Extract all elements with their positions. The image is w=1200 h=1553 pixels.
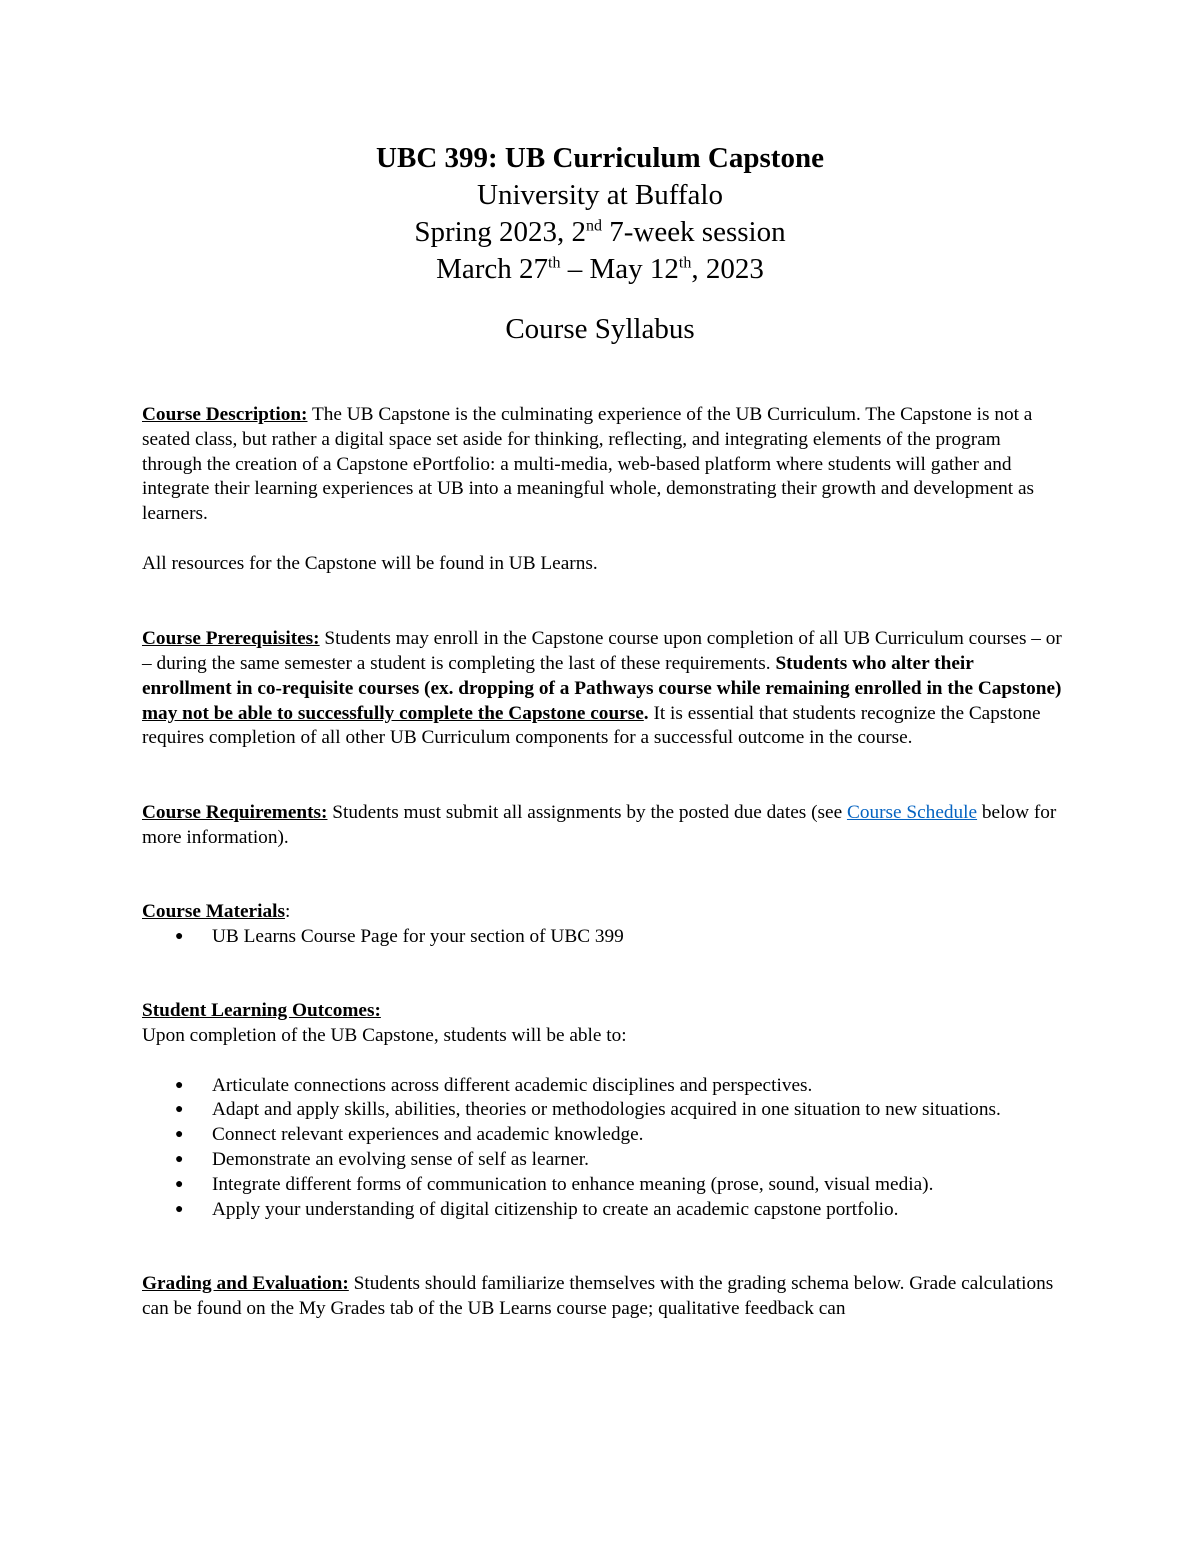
list-item: ● Integrate different forms of communication to enhance meaning (prose, sound, visual media). bbox=[142, 1173, 1062, 1198]
session-line: Spring 2023, 2nd 7-week session bbox=[414, 216, 786, 248]
learning-outcomes-heading bbox=[142, 999, 1062, 1024]
syllabus-header bbox=[0, 140, 1200, 348]
syllabus-body bbox=[142, 403, 1062, 1321]
requirements-label: Course Requirements: bbox=[142, 801, 328, 823]
bullet-icon: ● bbox=[175, 928, 184, 944]
course-materials-heading: Course Materials: bbox=[142, 900, 291, 922]
course-description: Course Description: The UB Capstone is the culminating experience of the UB Curriculum. The Capstone is not a seated class, but rather a digital space set aside for thinking, reflecting, and integrating elements of the program through the creation of a Capstone ePortfolio: a multi-media, web-based platform where students will gather and integrate their learning experiences at UB into a meaningful whole, demonstrating their growth and development as learners. bbox=[142, 404, 1035, 525]
dates-line: March 27th – May 12th, 2023 bbox=[436, 253, 764, 285]
outcomes-intro: Upon completion of the UB Capstone, students will be able to: bbox=[142, 1024, 627, 1046]
outcomes-label: Student Learning Outcomes: bbox=[142, 1000, 381, 1022]
prerequisites-label: Course Prerequisites: bbox=[142, 628, 320, 650]
grading-label: Grading and Evaluation: bbox=[142, 1272, 349, 1294]
document-title: Course Syllabus bbox=[505, 313, 695, 345]
list-item: ● Adapt and apply skills, abilities, theories or methodologies acquired in one situation to new situations. bbox=[142, 1098, 1062, 1123]
bullet-icon: ● bbox=[175, 1102, 184, 1118]
list-item: ● Connect relevant experiences and academic knowledge. bbox=[142, 1123, 1062, 1148]
course-prerequisites: Course Prerequisites: Students may enroll in the Capstone course upon completion of all UB Curriculum courses – or – during the same semester a student is completing the last of these requirements. Students who alter their enrollment in co-requisite courses (ex. dropping of a Pathways course while remaining enrolled in the Capstone) may not be able to successfully complete the Capstone course. It is essential that students recognize the Capstone requires completion of all other UB Curriculum components for a successful outcome in the course. bbox=[142, 628, 1062, 749]
materials-list bbox=[142, 925, 1062, 950]
bullet-icon: ● bbox=[175, 1176, 184, 1192]
bullet-icon: ● bbox=[175, 1201, 184, 1217]
list-item: ● Apply your understanding of digital citizenship to create an academic capstone portfolio. bbox=[142, 1198, 1062, 1223]
course-description-label: Course Description: bbox=[142, 404, 308, 425]
bullet-icon: ● bbox=[175, 1077, 184, 1093]
list-item: ● Articulate connections across different academic disciplines and perspectives. bbox=[142, 1074, 1062, 1099]
bullet-icon: ● bbox=[175, 1127, 184, 1143]
university-name: University at Buffalo bbox=[477, 179, 723, 211]
bullet-icon: ● bbox=[175, 1151, 184, 1167]
list-item: ● UB Learns Course Page for your section of UBC 399 bbox=[142, 925, 1062, 950]
resources-note: All resources for the Capstone will be found in UB Learns. bbox=[142, 552, 598, 574]
course-requirements: Course Requirements: Students must submit all assignments by the posted due dates (see Course Schedule below for more information). bbox=[142, 801, 1057, 848]
course-schedule-link[interactable]: Course Schedule bbox=[846, 801, 978, 823]
grading-evaluation: Grading and Evaluation: Students should familiarize themselves with the grading schema below. Grade calculations can be found on the My Grades tab of the UB Learns course page; qualitative feedback can bbox=[142, 1272, 1054, 1319]
materials-label: Course Materials bbox=[142, 900, 285, 922]
list-item: ● Demonstrate an evolving sense of self as learner. bbox=[142, 1148, 1062, 1173]
course-title: UBC 399: UB Curriculum Capstone bbox=[376, 142, 824, 174]
outcomes-list bbox=[142, 1074, 1062, 1223]
